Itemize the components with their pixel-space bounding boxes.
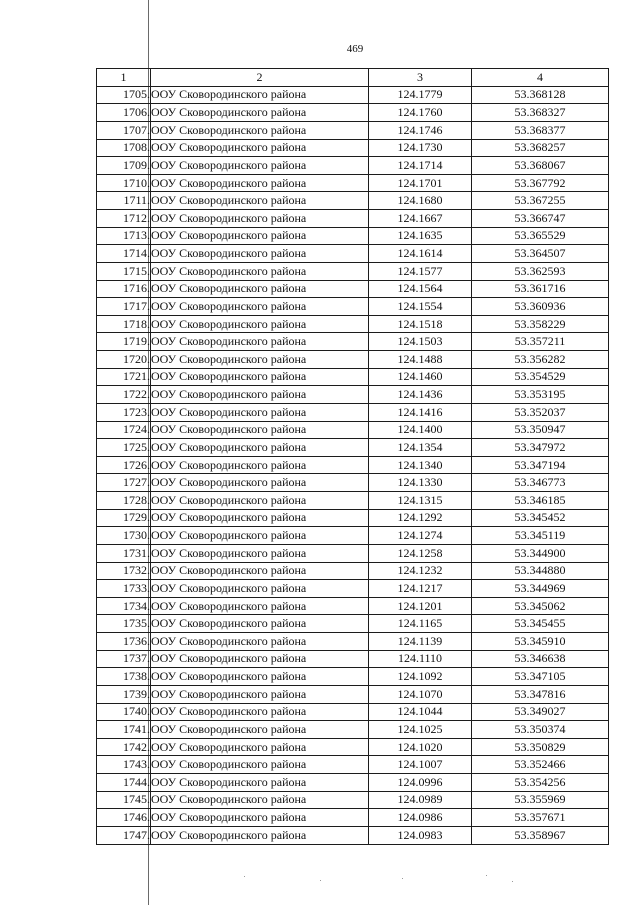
- row-name-cell: ООУ Сковородинского района: [151, 474, 369, 492]
- row-longitude-cell: 124.1139: [369, 633, 472, 651]
- table-row: [97, 562, 609, 580]
- row-number-cell: 1719.: [97, 333, 151, 351]
- row-latitude-cell: 53.345119: [472, 527, 609, 545]
- table-row: [97, 456, 609, 474]
- row-longitude-cell: 124.1092: [369, 668, 472, 686]
- row-number-cell: 1734.: [97, 597, 151, 615]
- table-row: [97, 245, 609, 263]
- row-name-cell: ООУ Сковородинского района: [151, 192, 369, 210]
- row-latitude-cell: 53.345455: [472, 615, 609, 633]
- row-longitude-cell: 124.1165: [369, 615, 472, 633]
- row-longitude-cell: 124.1614: [369, 245, 472, 263]
- row-longitude-cell: 124.1635: [369, 227, 472, 245]
- row-latitude-cell: 53.347816: [472, 685, 609, 703]
- row-longitude-cell: 124.1400: [369, 421, 472, 439]
- table-row: [97, 157, 609, 175]
- table-row: [97, 774, 609, 792]
- row-latitude-cell: 53.347105: [472, 668, 609, 686]
- row-name-cell: ООУ Сковородинского района: [151, 439, 369, 457]
- row-longitude-cell: 124.1460: [369, 368, 472, 386]
- row-number-cell: 1744.: [97, 774, 151, 792]
- row-latitude-cell: 53.357671: [472, 809, 609, 827]
- row-name-cell: ООУ Сковородинского района: [151, 280, 369, 298]
- row-latitude-cell: 53.353195: [472, 386, 609, 404]
- row-latitude-cell: 53.368128: [472, 86, 609, 104]
- table-row: [97, 262, 609, 280]
- row-longitude-cell: 124.0986: [369, 809, 472, 827]
- row-name-cell: ООУ Сковородинского района: [151, 456, 369, 474]
- table-row: [97, 403, 609, 421]
- row-name-cell: ООУ Сковородинского района: [151, 104, 369, 122]
- row-number-cell: 1738.: [97, 668, 151, 686]
- row-name-cell: ООУ Сковородинского района: [151, 580, 369, 598]
- table-row: [97, 597, 609, 615]
- row-name-cell: ООУ Сковородинского района: [151, 509, 369, 527]
- table-row: [97, 738, 609, 756]
- table-row: [97, 615, 609, 633]
- row-latitude-cell: 53.365529: [472, 227, 609, 245]
- row-name-cell: ООУ Сковородинского района: [151, 791, 369, 809]
- row-latitude-cell: 53.345452: [472, 509, 609, 527]
- table-row: [97, 509, 609, 527]
- row-number-cell: 1710.: [97, 174, 151, 192]
- column-header-longitude: 3: [369, 69, 472, 87]
- row-latitude-cell: 53.367792: [472, 174, 609, 192]
- table-row: [97, 721, 609, 739]
- row-longitude-cell: 124.1577: [369, 262, 472, 280]
- scan-speck: [512, 881, 513, 882]
- row-name-cell: ООУ Сковородинского района: [151, 403, 369, 421]
- row-longitude-cell: 124.1730: [369, 139, 472, 157]
- row-name-cell: ООУ Сковородинского района: [151, 174, 369, 192]
- row-longitude-cell: 124.1518: [369, 315, 472, 333]
- row-number-cell: 1743.: [97, 756, 151, 774]
- row-number-cell: 1721.: [97, 368, 151, 386]
- row-name-cell: ООУ Сковородинского района: [151, 157, 369, 175]
- row-longitude-cell: 124.1330: [369, 474, 472, 492]
- row-latitude-cell: 53.346638: [472, 650, 609, 668]
- row-name-cell: ООУ Сковородинского района: [151, 86, 369, 104]
- row-longitude-cell: 124.1044: [369, 703, 472, 721]
- row-latitude-cell: 53.349027: [472, 703, 609, 721]
- row-name-cell: ООУ Сковородинского района: [151, 774, 369, 792]
- row-longitude-cell: 124.1025: [369, 721, 472, 739]
- row-name-cell: ООУ Сковородинского района: [151, 315, 369, 333]
- row-latitude-cell: 53.346185: [472, 492, 609, 510]
- table-row: [97, 333, 609, 351]
- row-number-cell: 1713.: [97, 227, 151, 245]
- row-longitude-cell: 124.1217: [369, 580, 472, 598]
- row-number-cell: 1736.: [97, 633, 151, 651]
- table-row: [97, 791, 609, 809]
- row-latitude-cell: 53.368067: [472, 157, 609, 175]
- row-number-cell: 1740.: [97, 703, 151, 721]
- table-row: [97, 544, 609, 562]
- row-latitude-cell: 53.345910: [472, 633, 609, 651]
- row-latitude-cell: 53.350374: [472, 721, 609, 739]
- row-number-cell: 1741.: [97, 721, 151, 739]
- row-number-cell: 1718.: [97, 315, 151, 333]
- scan-speck: [320, 880, 321, 881]
- row-longitude-cell: 124.1667: [369, 210, 472, 228]
- table-row: [97, 633, 609, 651]
- row-longitude-cell: 124.1701: [369, 174, 472, 192]
- row-name-cell: ООУ Сковородинского района: [151, 597, 369, 615]
- table-row: [97, 386, 609, 404]
- row-longitude-cell: 124.0996: [369, 774, 472, 792]
- row-name-cell: ООУ Сковородинского района: [151, 368, 369, 386]
- column-header-latitude: 4: [472, 69, 609, 87]
- row-longitude-cell: 124.1020: [369, 738, 472, 756]
- row-latitude-cell: 53.344880: [472, 562, 609, 580]
- row-latitude-cell: 53.354256: [472, 774, 609, 792]
- table-body: [97, 86, 609, 844]
- row-latitude-cell: 53.355969: [472, 791, 609, 809]
- row-name-cell: ООУ Сковородинского района: [151, 527, 369, 545]
- table-row: [97, 192, 609, 210]
- row-longitude-cell: 124.1110: [369, 650, 472, 668]
- column-header-number: 1: [97, 69, 151, 87]
- row-latitude-cell: 53.357211: [472, 333, 609, 351]
- row-name-cell: ООУ Сковородинского района: [151, 668, 369, 686]
- row-latitude-cell: 53.354529: [472, 368, 609, 386]
- table-row: [97, 826, 609, 844]
- row-number-cell: 1715.: [97, 262, 151, 280]
- scan-speck: [402, 878, 403, 879]
- row-number-cell: 1709.: [97, 157, 151, 175]
- row-name-cell: ООУ Сковородинского района: [151, 492, 369, 510]
- table-row: [97, 703, 609, 721]
- row-number-cell: 1739.: [97, 685, 151, 703]
- table-row: [97, 580, 609, 598]
- row-number-cell: 1707.: [97, 121, 151, 139]
- row-longitude-cell: 124.1714: [369, 157, 472, 175]
- row-name-cell: ООУ Сковородинского района: [151, 139, 369, 157]
- row-name-cell: ООУ Сковородинского района: [151, 421, 369, 439]
- table-row: [97, 368, 609, 386]
- coordinates-table: [96, 68, 609, 845]
- row-name-cell: ООУ Сковородинского района: [151, 298, 369, 316]
- row-name-cell: ООУ Сковородинского района: [151, 738, 369, 756]
- row-name-cell: ООУ Сковородинского района: [151, 650, 369, 668]
- table-row: [97, 668, 609, 686]
- row-number-cell: 1720.: [97, 351, 151, 369]
- row-name-cell: ООУ Сковородинского района: [151, 826, 369, 844]
- row-longitude-cell: 124.1503: [369, 333, 472, 351]
- row-latitude-cell: 53.361716: [472, 280, 609, 298]
- table-row: [97, 351, 609, 369]
- row-number-cell: 1733.: [97, 580, 151, 598]
- scan-speck: [244, 876, 245, 877]
- row-longitude-cell: 124.0989: [369, 791, 472, 809]
- table-row: [97, 121, 609, 139]
- row-number-cell: 1705.: [97, 86, 151, 104]
- row-number-cell: 1725.: [97, 439, 151, 457]
- table-row: [97, 756, 609, 774]
- row-number-cell: 1732.: [97, 562, 151, 580]
- row-name-cell: ООУ Сковородинского района: [151, 227, 369, 245]
- row-longitude-cell: 124.1070: [369, 685, 472, 703]
- row-latitude-cell: 53.344900: [472, 544, 609, 562]
- table-row: [97, 809, 609, 827]
- row-number-cell: 1747.: [97, 826, 151, 844]
- table-row: [97, 421, 609, 439]
- row-number-cell: 1735.: [97, 615, 151, 633]
- row-longitude-cell: 124.1436: [369, 386, 472, 404]
- row-number-cell: 1712.: [97, 210, 151, 228]
- table-header-row: [97, 69, 609, 87]
- row-longitude-cell: 124.1292: [369, 509, 472, 527]
- row-latitude-cell: 53.358229: [472, 315, 609, 333]
- page-number: 469: [346, 43, 364, 55]
- row-latitude-cell: 53.347194: [472, 456, 609, 474]
- row-latitude-cell: 53.352466: [472, 756, 609, 774]
- row-longitude-cell: 124.1746: [369, 121, 472, 139]
- row-name-cell: ООУ Сковородинского района: [151, 703, 369, 721]
- row-latitude-cell: 53.350829: [472, 738, 609, 756]
- row-longitude-cell: 124.1779: [369, 86, 472, 104]
- row-longitude-cell: 124.1340: [369, 456, 472, 474]
- row-latitude-cell: 53.367255: [472, 192, 609, 210]
- table-row: [97, 315, 609, 333]
- row-longitude-cell: 124.1232: [369, 562, 472, 580]
- row-latitude-cell: 53.366747: [472, 210, 609, 228]
- row-longitude-cell: 124.1315: [369, 492, 472, 510]
- row-number-cell: 1722.: [97, 386, 151, 404]
- row-longitude-cell: 124.1354: [369, 439, 472, 457]
- row-name-cell: ООУ Сковородинского района: [151, 633, 369, 651]
- row-name-cell: ООУ Сковородинского района: [151, 121, 369, 139]
- row-name-cell: ООУ Сковородинского района: [151, 685, 369, 703]
- table-row: [97, 298, 609, 316]
- row-number-cell: 1729.: [97, 509, 151, 527]
- row-number-cell: 1711.: [97, 192, 151, 210]
- row-name-cell: ООУ Сковородинского района: [151, 333, 369, 351]
- row-number-cell: 1728.: [97, 492, 151, 510]
- row-number-cell: 1746.: [97, 809, 151, 827]
- row-name-cell: ООУ Сковородинского района: [151, 756, 369, 774]
- row-name-cell: ООУ Сковородинского района: [151, 809, 369, 827]
- row-latitude-cell: 53.344969: [472, 580, 609, 598]
- row-longitude-cell: 124.0983: [369, 826, 472, 844]
- row-number-cell: 1730.: [97, 527, 151, 545]
- row-number-cell: 1716.: [97, 280, 151, 298]
- row-longitude-cell: 124.1258: [369, 544, 472, 562]
- table-row: [97, 86, 609, 104]
- row-number-cell: 1745.: [97, 791, 151, 809]
- row-name-cell: ООУ Сковородинского района: [151, 245, 369, 263]
- table-row: [97, 227, 609, 245]
- table-row: [97, 280, 609, 298]
- row-longitude-cell: 124.1416: [369, 403, 472, 421]
- table-row: [97, 174, 609, 192]
- row-latitude-cell: 53.360936: [472, 298, 609, 316]
- row-latitude-cell: 53.345062: [472, 597, 609, 615]
- row-latitude-cell: 53.364507: [472, 245, 609, 263]
- row-name-cell: ООУ Сковородинского района: [151, 262, 369, 280]
- row-name-cell: ООУ Сковородинского района: [151, 386, 369, 404]
- row-number-cell: 1726.: [97, 456, 151, 474]
- row-longitude-cell: 124.1760: [369, 104, 472, 122]
- row-longitude-cell: 124.1274: [369, 527, 472, 545]
- row-number-cell: 1742.: [97, 738, 151, 756]
- row-latitude-cell: 53.350947: [472, 421, 609, 439]
- row-name-cell: ООУ Сковородинского района: [151, 721, 369, 739]
- column-header-name: 2: [151, 69, 369, 87]
- row-name-cell: ООУ Сковородинского района: [151, 562, 369, 580]
- row-latitude-cell: 53.346773: [472, 474, 609, 492]
- row-longitude-cell: 124.1488: [369, 351, 472, 369]
- row-number-cell: 1706.: [97, 104, 151, 122]
- row-longitude-cell: 124.1564: [369, 280, 472, 298]
- row-number-cell: 1731.: [97, 544, 151, 562]
- table-row: [97, 685, 609, 703]
- row-latitude-cell: 53.368377: [472, 121, 609, 139]
- table-row: [97, 210, 609, 228]
- table-row: [97, 474, 609, 492]
- row-name-cell: ООУ Сковородинского района: [151, 210, 369, 228]
- table-row: [97, 139, 609, 157]
- row-number-cell: 1723.: [97, 403, 151, 421]
- row-longitude-cell: 124.1554: [369, 298, 472, 316]
- table-row: [97, 104, 609, 122]
- row-latitude-cell: 53.368327: [472, 104, 609, 122]
- row-number-cell: 1714.: [97, 245, 151, 263]
- row-name-cell: ООУ Сковородинского района: [151, 351, 369, 369]
- row-number-cell: 1717.: [97, 298, 151, 316]
- table-row: [97, 439, 609, 457]
- row-number-cell: 1708.: [97, 139, 151, 157]
- row-latitude-cell: 53.356282: [472, 351, 609, 369]
- scan-speck: [486, 875, 487, 876]
- row-latitude-cell: 53.358967: [472, 826, 609, 844]
- row-number-cell: 1737.: [97, 650, 151, 668]
- row-latitude-cell: 53.347972: [472, 439, 609, 457]
- row-longitude-cell: 124.1201: [369, 597, 472, 615]
- row-longitude-cell: 124.1680: [369, 192, 472, 210]
- row-number-cell: 1724.: [97, 421, 151, 439]
- row-number-cell: 1727.: [97, 474, 151, 492]
- row-latitude-cell: 53.352037: [472, 403, 609, 421]
- table-row: [97, 650, 609, 668]
- row-longitude-cell: 124.1007: [369, 756, 472, 774]
- table-row: [97, 492, 609, 510]
- table-row: [97, 527, 609, 545]
- row-latitude-cell: 53.362593: [472, 262, 609, 280]
- row-latitude-cell: 53.368257: [472, 139, 609, 157]
- row-name-cell: ООУ Сковородинского района: [151, 615, 369, 633]
- row-name-cell: ООУ Сковородинского района: [151, 544, 369, 562]
